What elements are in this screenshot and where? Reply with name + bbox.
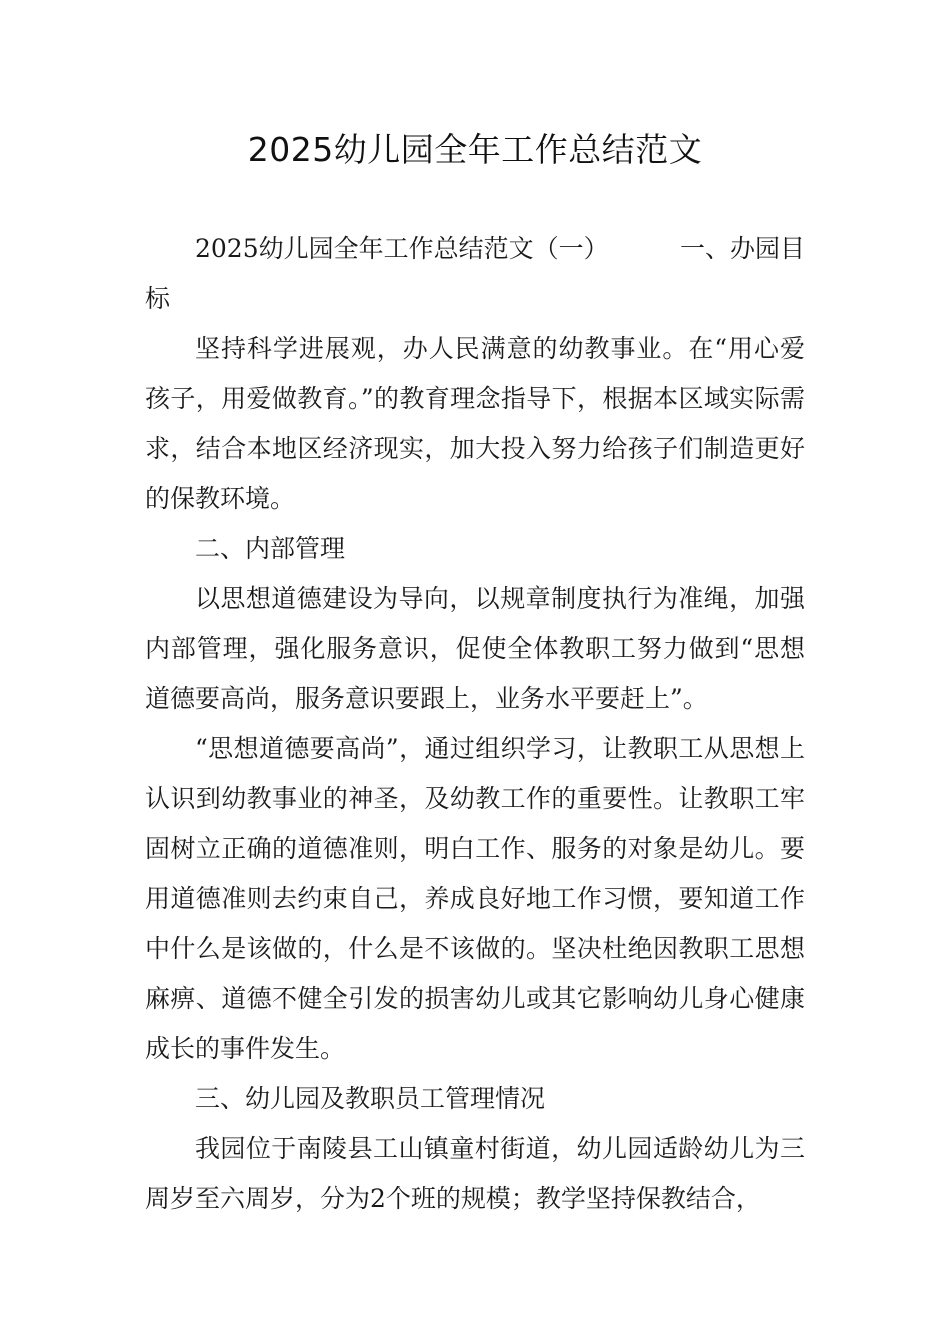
document-body [145,224,805,1224]
intro-paragraph [145,224,805,324]
intro-subtitle: 2025幼儿园全年工作总结范文（一） [195,234,609,263]
intro-first-line [145,224,805,274]
paragraph-goal: 坚持科学进展观，办人民满意的幼教事业。在“用心爱孩子，用爱做教育。”的教育理念指导下，根据本区域实际需求，结合本地区经济现实，加大投入努力给孩子们制造更好的保教环境。 [145,334,805,513]
section-heading-three: 三、幼儿园及教职员工管理情况 [195,1084,546,1113]
paragraph-ethics: “思想道德要高尚”，通过组织学习，让教职工从思想上认识到幼教事业的神圣，及幼教工作的重要性。让教职工牢固树立正确的道德准则，明白工作、服务的对象是幼儿。要用道德准则去约束自己，养成良好地工作习惯，要知道工作中什么是该做的，什么是不该做的。坚决杜绝因教职工思想麻痹、道德不健全引发的损害幼儿或其它影响幼儿身心健康成长的事件发生。 [145,734,805,1063]
document-title: 2025幼儿园全年工作总结范文 [247,130,703,169]
section-heading-one-continued: 标 [145,284,171,313]
paragraph-management: 以思想道德建设为导向，以规章制度执行为准绳，加强内部管理，强化服务意识，促使全体教职工努力做到“思想道德要高尚，服务意识要跟上，业务水平要赶上”。 [145,584,805,713]
section-heading-two: 二、内部管理 [195,534,346,563]
paragraph-kindergarten-info: 我园位于南陵县工山镇童村街道，幼儿园适龄幼儿为三周岁至六周岁，分为2个班的规模；教学坚持保教结合， [145,1134,805,1213]
section-heading-one: 一、办园目 [679,234,805,263]
